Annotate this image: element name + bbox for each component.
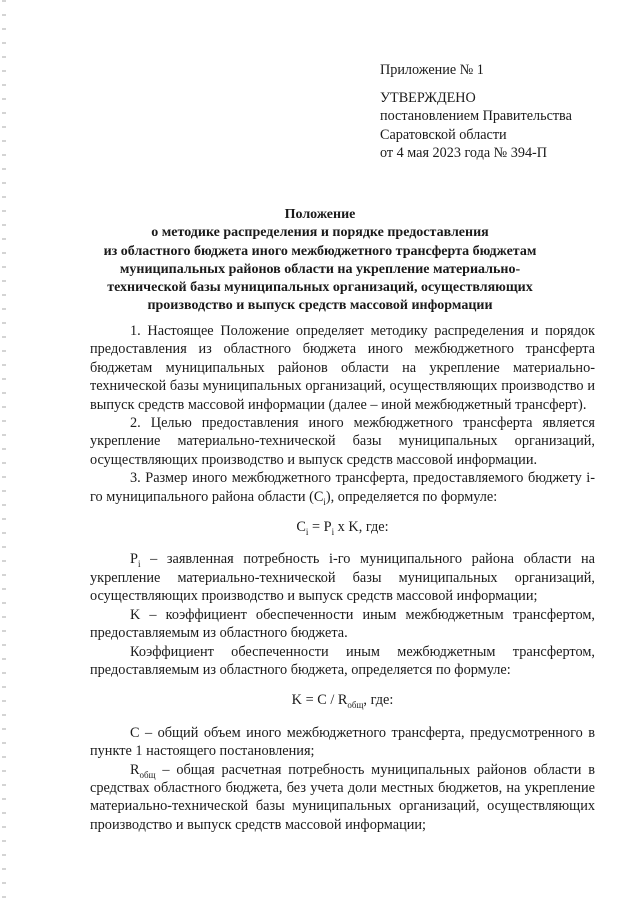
paragraph-3-end: ), определяется по формуле: xyxy=(325,488,498,505)
title-line-4: муниципальных районов области на укрепление материально- xyxy=(119,261,521,277)
title-line-3: из областного бюджета иного межбюджетного трансферта бюджетам xyxy=(103,243,537,259)
formula-1-part-b: = P xyxy=(308,519,332,536)
paragraph-3 xyxy=(90,469,595,506)
pi-definition-text: – заявленная потребность i-го муниципального района области на укрепление материально-технической базы муниципальных организаций, осуществляющих производство и выпуск средств массовой информации; xyxy=(90,551,595,605)
document-body xyxy=(90,322,595,834)
paragraph-3-subscript: i xyxy=(323,496,326,507)
formula-1-part-c: x K, где: xyxy=(334,519,389,536)
paragraph-2: 2. Целью предоставления иного межбюджетного трансферта является укрепление материально-технической базы муниципальных организаций, осуществляющих производство и выпуск средств массовой информации. xyxy=(90,415,595,468)
formula-2 xyxy=(90,691,595,709)
formula-1 xyxy=(90,518,595,536)
formula-2-part-b: , где: xyxy=(363,692,394,709)
r-subscript: общ xyxy=(139,769,156,780)
approval-block xyxy=(380,61,572,163)
paragraph-r-definition xyxy=(90,761,595,835)
paragraph-c-definition: C – общий объем иного межбюджетного трансферта, предусмотренного в пункте 1 настоящего постановления; xyxy=(90,724,595,760)
paragraph-k-definition: K – коэффициент обеспеченности иным межбюджетным трансфертом, предоставляемым из областного бюджета. xyxy=(90,606,595,642)
document-title xyxy=(95,206,545,316)
formula-1-part-a: C xyxy=(296,519,306,536)
pi-symbol: P xyxy=(130,551,138,568)
formula-2-part-a: K = C / R xyxy=(291,692,348,709)
title-line-2: о методике распределения и порядке предоставления xyxy=(151,225,489,241)
paragraph-k-formula-intro: Коэффициент обеспеченности иным межбюджетным трансфертом, предоставляемым из областного бюджета, определяется по формуле: xyxy=(90,643,595,678)
title-line-5: технической базы муниципальных организаций, осуществляющих xyxy=(107,280,533,296)
appendix-label: Приложение № 1 xyxy=(380,62,484,78)
title-line-1: Положение xyxy=(284,207,356,222)
scan-edge-marks xyxy=(2,0,6,905)
formula-2-sub: общ xyxy=(347,700,364,711)
r-symbol: R xyxy=(130,761,140,778)
paragraph-1: 1. Настоящее Положение определяет методику распределения и порядок предоставления из областного бюджета иного межбюджетного трансферта бюджетам муниципальных районов области на укрепление материально-технической базы муниципальных организаций, осуществляющих производство и выпуск средств массовой информации (далее – иной межбюджетный трансферт). xyxy=(90,323,595,413)
pi-subscript: i xyxy=(137,559,141,570)
paragraph-3-text: 3. Размер иного межбюджетного трансферта, предоставляемого бюджету i-го муниципального района области (C xyxy=(90,470,595,505)
paragraph-pi-definition xyxy=(90,550,595,605)
formula-1-sub-b: i xyxy=(331,526,335,537)
r-definition-text: – общая расчетная потребность муниципальных районов области в средствах областного бюджета, без учета доли местных бюджетов, на укрепление материально-технической базы муниципальных организаций, осуществляющих производство и выпуск средств массовой информации; xyxy=(90,761,595,833)
formula-1-sub-a: i xyxy=(305,526,309,537)
approved-date: от 4 мая 2023 года № 394-П xyxy=(380,145,548,161)
approved-by-line-2: Саратовской области xyxy=(380,126,507,143)
approved-label: УТВЕРЖДЕНО xyxy=(380,89,476,106)
approved-by-line-1: постановлением Правительства xyxy=(380,108,572,124)
title-line-6: производство и выпуск средств массовой информации xyxy=(147,298,493,314)
